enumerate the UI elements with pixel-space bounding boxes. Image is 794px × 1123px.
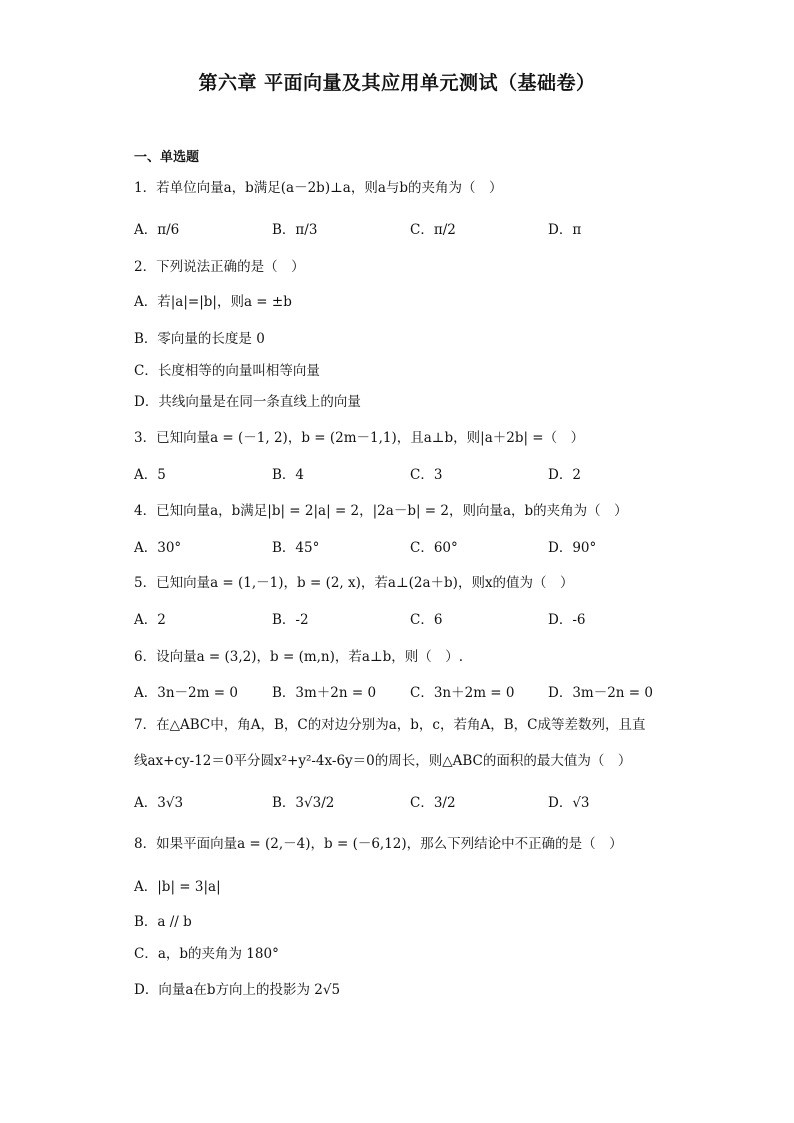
- question-4-stem: 4．已知向量a，b满足|b| = 2|a| = 2，|2a－b| = 2，则向量a，b的夹角为（ ）: [134, 503, 628, 519]
- q3-option-c: C．3: [410, 467, 443, 483]
- q2-option-b: B．零向量的长度是 0: [134, 331, 265, 347]
- q1-option-d: D．π: [548, 222, 582, 238]
- q6-option-a: A．3n－2m = 0: [134, 685, 238, 701]
- q7-option-d: D．√3: [548, 795, 590, 811]
- question-7-stem-line-1: 7．在△ABC中，角A，B，C的对边分别为a，b，c，若角A，B，C成等差数列，且直: [134, 717, 646, 733]
- q5-option-a: A．2: [134, 612, 166, 628]
- question-1-stem: 1．若单位向量a，b满足(a－2b)⊥a，则a与b的夹角为（ ）: [134, 180, 503, 196]
- q4-option-b: B．45°: [272, 540, 320, 556]
- q8-option-d: D．向量a在b方向上的投影为 2√5: [134, 982, 341, 998]
- q2-option-d: D．共线向量是在同一条直线上的向量: [134, 394, 361, 410]
- q1-option-c: C．π/2: [410, 222, 456, 238]
- question-6-stem: 6．设向量a = (3,2)，b = (m,n)，若a⊥b，则（ ）.: [134, 649, 464, 665]
- q8-option-a: A．|b| = 3|a|: [134, 879, 221, 895]
- question-8-stem: 8．如果平面向量a = (2,－4)，b = (－6,12)，那么下列结论中不正确的是（ ）: [134, 836, 623, 852]
- q2-option-c: C．长度相等的向量叫相等向量: [134, 363, 320, 379]
- question-3-stem: 3．已知向量a = (－1, 2)，b = (2m－1,1)，且a⊥b，则|a＋2b| =（ ）: [134, 430, 585, 446]
- section-heading: 一、单选题: [134, 150, 200, 165]
- q2-option-a: A．若|a|=|b|，则a = ±b: [134, 294, 292, 310]
- q3-option-d: D．2: [548, 467, 581, 483]
- q5-option-b: B．-2: [272, 612, 309, 628]
- q7-option-c: C．3/2: [410, 795, 456, 811]
- q5-option-d: D．-6: [548, 612, 586, 628]
- q5-option-c: C．6: [410, 612, 443, 628]
- q7-option-b: B．3√3/2: [272, 795, 335, 811]
- q7-option-a: A．3√3: [134, 795, 184, 811]
- q8-option-b: B．a // b: [134, 914, 192, 930]
- q3-option-a: A．5: [134, 467, 166, 483]
- q6-option-b: B．3m＋2n = 0: [272, 685, 377, 701]
- q6-option-d: D．3m－2n = 0: [548, 685, 653, 701]
- q8-option-c: C．a，b的夹角为 180°: [134, 946, 279, 962]
- q6-option-c: C．3n＋2m = 0: [410, 685, 515, 701]
- q4-option-a: A．30°: [134, 540, 182, 556]
- q4-option-d: D．90°: [548, 540, 597, 556]
- q4-option-c: C．60°: [410, 540, 458, 556]
- question-5-stem: 5．已知向量a = (1,－1)，b = (2, x)，若a⊥(2a＋b)，则x的值为（ ）: [134, 575, 574, 591]
- question-2-stem: 2．下列说法正确的是（ ）: [134, 259, 305, 275]
- q1-option-a: A．π/6: [134, 222, 180, 238]
- q1-option-b: B．π/3: [272, 222, 318, 238]
- page-title: 第六章 平面向量及其应用单元测试（基础卷）: [198, 72, 596, 94]
- question-7-stem-line-2: 线ax+cy-12＝0平分圆x²+y²-4x-6y＝0的周长，则△ABC的面积的最大值为（ ）: [134, 753, 632, 769]
- q3-option-b: B．4: [272, 467, 305, 483]
